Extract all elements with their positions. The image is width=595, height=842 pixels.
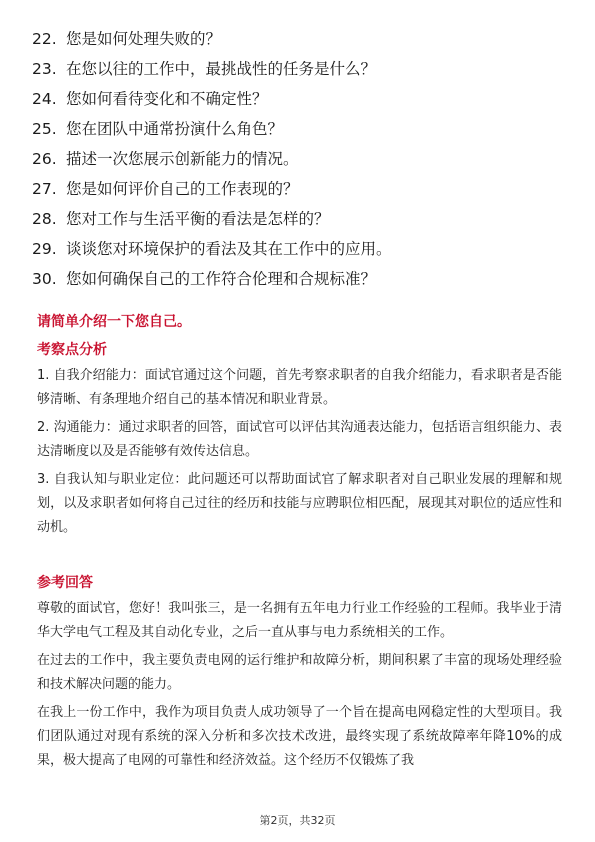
prompt-heading: 请简单介绍一下您自己。 (37, 314, 191, 330)
question-number: 22. (32, 30, 57, 48)
analysis-body (37, 364, 562, 544)
analysis-heading: 考察点分析 (37, 342, 107, 358)
question-text: 在您以往的工作中，最挑战性的任务是什么？ (66, 60, 377, 78)
question-number: 28. (32, 210, 57, 228)
question-number: 26. (32, 150, 57, 168)
analysis-point: 3. 自我认知与职业定位：此问题还可以帮助面试官了解求职者对自己职业发展的理解和规划，以及求职者如何将自己过往的经历和技能与应聘职位相匹配，展现其对职位的适应性和动机。 (37, 472, 562, 535)
question-item (32, 56, 572, 86)
reference-heading: 参考回答 (37, 575, 93, 591)
question-number: 24. (32, 90, 57, 108)
question-text: 您在团队中通常扮演什么角色？ (66, 120, 284, 138)
question-number: 29. (32, 240, 57, 258)
question-number: 23. (32, 60, 57, 78)
question-item (32, 116, 572, 146)
question-number: 30. (32, 270, 57, 288)
analysis-point: 1. 自我介绍能力：面试官通过这个问题，首先考察求职者的自我介绍能力，看求职者是否能够清晰、有条理地介绍自己的基本情况和职业背景。 (37, 368, 562, 407)
reference-paragraph: 尊敬的面试官，您好！我叫张三，是一名拥有五年电力行业工作经验的工程师。我毕业于清华大学电气工程及其自动化专业，之后一直从事与电力系统相关的工作。 (37, 601, 562, 640)
question-number: 25. (32, 120, 57, 138)
question-text: 谈谈您对环境保护的看法及其在工作中的应用。 (66, 240, 392, 258)
question-text: 您是如何处理失败的？ (66, 30, 222, 48)
page-footer: 第2页，共32页 (259, 814, 336, 827)
analysis-point: 2. 沟通能力：通过求职者的回答，面试官可以评估其沟通表达能力，包括语言组织能力、表达清晰度以及是否能够有效传达信息。 (37, 420, 562, 459)
question-number: 27. (32, 180, 57, 198)
reference-paragraph: 在我上一份工作中，我作为项目负责人成功领导了一个旨在提高电网稳定性的大型项目。我们团队通过对现有系统的深入分析和多次技术改进，最终实现了系统故障率年降10%的成果，极大提高了电网的可靠性和经济效益。这个经历不仅锻炼了我 (37, 705, 562, 768)
question-item (32, 26, 572, 56)
question-text: 您是如何评价自己的工作表现的？ (66, 180, 299, 198)
question-list (32, 26, 572, 296)
question-item (32, 266, 572, 296)
question-item (32, 86, 572, 116)
reference-paragraph: 在过去的工作中，我主要负责电网的运行维护和故障分析，期间积累了丰富的现场处理经验和技术解决问题的能力。 (37, 653, 562, 692)
reference-body (37, 597, 562, 777)
question-text: 您对工作与生活平衡的看法是怎样的？ (66, 210, 330, 228)
question-text: 您如何确保自己的工作符合伦理和合规标准？ (66, 270, 377, 288)
question-item (32, 236, 572, 266)
question-text: 您如何看待变化和不确定性？ (66, 90, 268, 108)
question-item (32, 146, 572, 176)
question-text: 描述一次您展示创新能力的情况。 (66, 150, 299, 168)
question-item (32, 176, 572, 206)
question-item (32, 206, 572, 236)
